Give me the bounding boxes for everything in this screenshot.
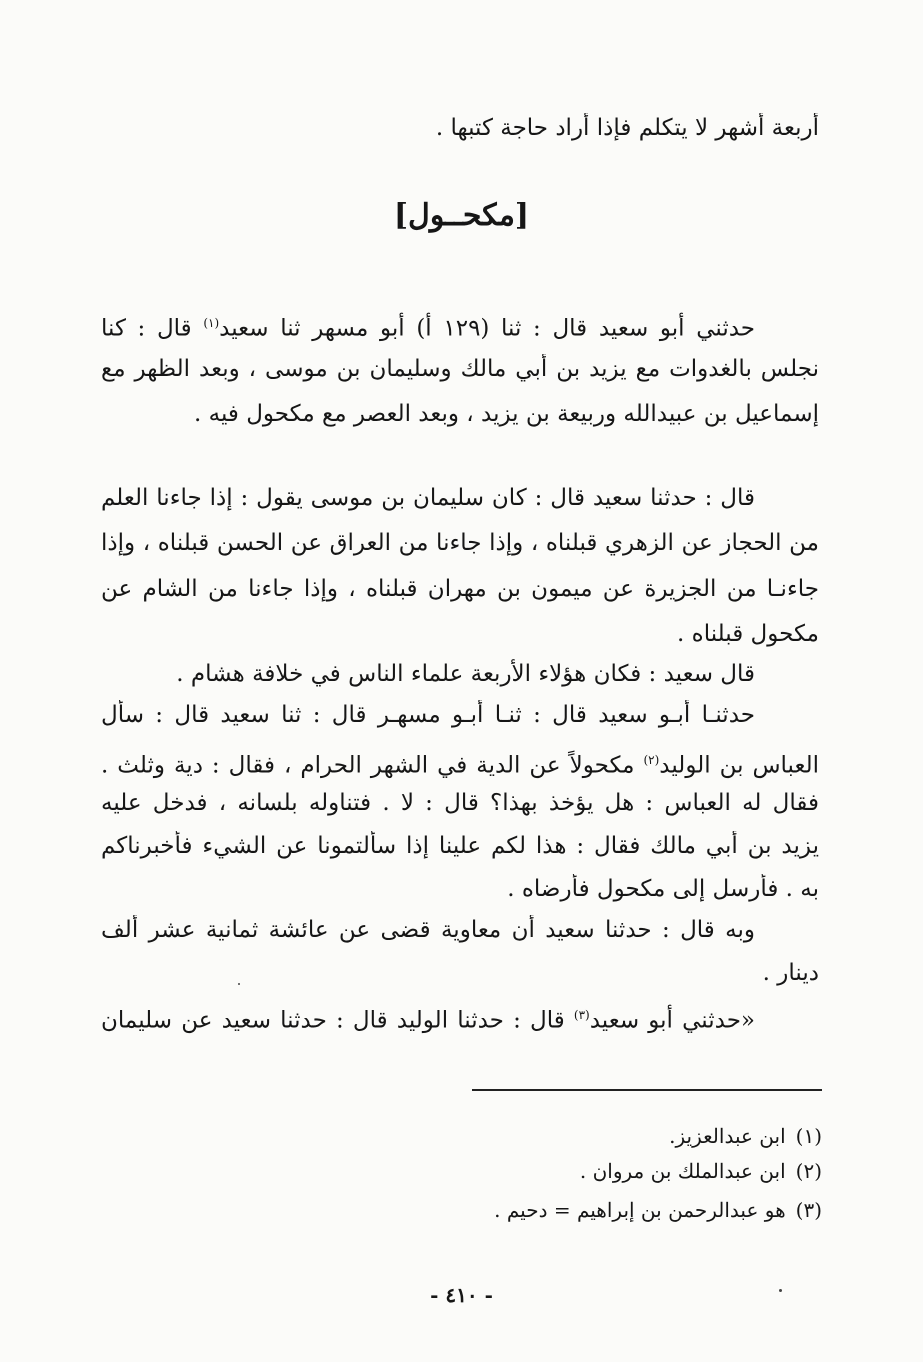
footnote-1 (322, 1122, 822, 1150)
paragraph-1-line-2: نجلس بالغدوات مع يزيد بن أبي مالك وسليمان بن موسى ، وبعد الظهر مع (101, 356, 819, 382)
footnote-number: (٢) (795, 1159, 822, 1183)
footnote-number: (٣) (795, 1198, 822, 1222)
scan-speck (779, 1289, 782, 1292)
paragraph-2-line-4: مكحول قبلناه . (677, 621, 819, 647)
scan-speck (238, 983, 240, 985)
text-run: «حدثني أبو سعيد (589, 1007, 755, 1034)
page-number: - ٤١٠ - (430, 1283, 493, 1307)
paragraph-2-line-2: من الحجاز عن الزهري قبلناه ، وإذا جاءنا من العراق عن الحسن قبلناه ، وإذا (101, 530, 819, 556)
footnote-2 (322, 1157, 822, 1185)
footnote-3 (322, 1196, 822, 1224)
paragraph-3-line-1: قال سعيد : فكان هؤلاء الأربعة علماء الناس في خلافة هشام . (176, 661, 755, 687)
text-run: قال : حدثنا الوليد قال : حدثنا سعيد عن سليمان (101, 1007, 574, 1034)
text-run: حدثني أبو سعيد قال : ثنا (١٢٩ أ) أبو مسهر ثنا سعيد (219, 315, 755, 342)
footnote-ref-2: (٢) (643, 753, 660, 767)
paragraph-5-line-2: دينار . (762, 960, 819, 986)
text-run: العباس بن الوليد (659, 752, 819, 779)
section-heading: [مكحــول] (393, 198, 530, 233)
paragraph-2-line-1: قال : حدثنا سعيد قال : كان سليمان بن موسى يقول : إذا جاءنا العلم (101, 485, 755, 511)
paragraph-6-line-1 (101, 1000, 755, 1036)
footnote-text: هو عبدالرحمن بن إبراهيم = دحيم . (494, 1198, 786, 1222)
footnote-separator (472, 1089, 822, 1091)
paragraph-1-line-1 (101, 308, 755, 344)
footnote-text: ابن عبدالعزيز. (669, 1124, 786, 1148)
footnote-ref-3: (٣) (573, 1008, 590, 1022)
paragraph-4-line-1: حدثنـا أبـو سعيد قال : ثنـا أبـو مسهـر قال : ثنا سعيد قال : سأل (101, 702, 755, 728)
paragraph-5-line-1: وبه قال : حدثنا سعيد أن معاوية قضى عن عائشة ثمانية عشر ألف (101, 917, 755, 943)
text-run: مكحولاً عن الدية في الشهر الحرام ، فقال : دية وثلث . (101, 752, 644, 779)
paragraph-4-line-4: يزيد بن أبي مالك فقال : هذا لكم علينا إذا سألتمونا عن الشيء فأخبرناكم (101, 833, 819, 859)
paragraph-4-line-5: به . فأرسل إلى مكحول فأرضاه . (507, 876, 819, 902)
paragraph-4-line-2 (101, 745, 819, 781)
footnote-ref-1: (١) (203, 316, 220, 330)
continuation-line: أربعة أشهر لا يتكلم فإذا أراد حاجة كتبها . (435, 115, 819, 141)
paragraph-4-line-3: فقال له العباس : هل يؤخذ بهذا؟ قال : لا . فتناوله بلسانه ، فدخل عليه (101, 790, 819, 816)
footnote-text: ابن عبدالملك بن مروان . (579, 1159, 786, 1183)
paragraph-1-line-3: إسماعيل بن عبيدالله وربيعة بن يزيد ، وبعد العصر مع مكحول فيه . (194, 401, 819, 427)
text-run: قال : كنا (101, 315, 204, 342)
paragraph-2-line-3: جاءنـا من الجزيرة عن ميمون بن مهران قبلناه ، وإذا جاءنا من الشام عن (101, 576, 819, 602)
footnote-number: (١) (795, 1124, 822, 1148)
